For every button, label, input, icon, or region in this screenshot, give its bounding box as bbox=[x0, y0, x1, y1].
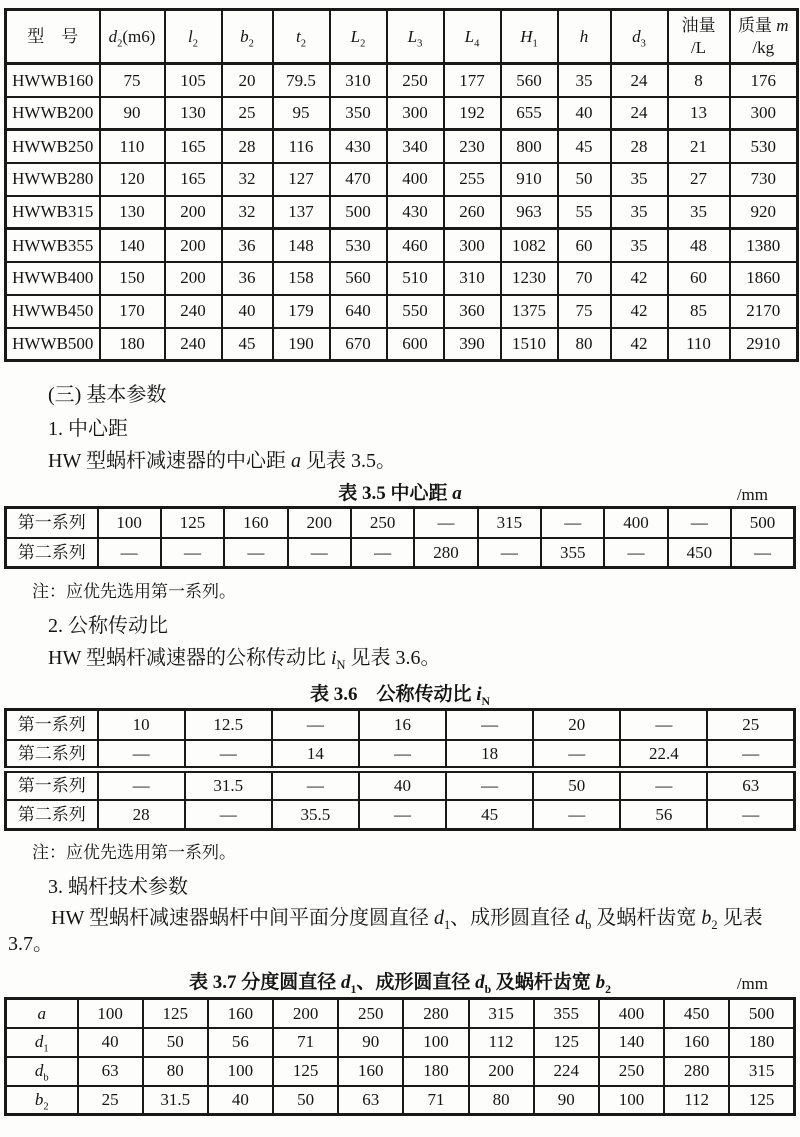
table-cell: 190 bbox=[273, 328, 330, 361]
table-cell: $d_3$ bbox=[611, 10, 668, 64]
table-cell: $L_2$ bbox=[330, 10, 387, 64]
table-cell: 530 bbox=[330, 229, 387, 262]
table-cell: 137 bbox=[273, 196, 330, 229]
table-cell: 13 bbox=[668, 97, 730, 130]
table-cell: 640 bbox=[330, 295, 387, 328]
table-cell: 第二系列 bbox=[6, 740, 98, 770]
table-cell: — bbox=[185, 740, 272, 770]
table-row bbox=[6, 508, 795, 538]
table-cell: — bbox=[446, 770, 533, 800]
table-cell: 28 bbox=[222, 130, 273, 163]
table-cell: 105 bbox=[165, 64, 222, 97]
table-cell: 1380 bbox=[730, 229, 798, 262]
table-cell: 1230 bbox=[501, 262, 558, 295]
table-cell: HWWB355 bbox=[6, 229, 100, 262]
table-cell: 80 bbox=[143, 1057, 208, 1086]
table-cell: 45 bbox=[446, 800, 533, 830]
table-cell: 160 bbox=[224, 508, 287, 538]
table-cell: $d_b$ bbox=[6, 1057, 78, 1086]
paragraph-worm-parameters: HW 型蜗杆减速器蜗杆中间平面分度圆直径 $d_1$、成形圆直径 $d_b$ 及蜗杆齿宽 $b_2$ 见表 3.7。 bbox=[8, 907, 763, 955]
table-row bbox=[6, 770, 795, 800]
table-cell: 40 bbox=[78, 1028, 143, 1057]
table-cell: — bbox=[272, 770, 359, 800]
dimension-table-header bbox=[6, 10, 798, 64]
table-cell: 20 bbox=[533, 710, 620, 740]
table-cell: 90 bbox=[338, 1028, 403, 1057]
table-3-6-note: 注：应优先选用第一系列。 bbox=[32, 843, 236, 862]
table-cell: 180 bbox=[729, 1028, 794, 1057]
table-cell: 35 bbox=[558, 64, 611, 97]
table-cell: 50 bbox=[533, 770, 620, 800]
table-3-7-caption bbox=[4, 972, 796, 996]
table-cell: 35.5 bbox=[272, 800, 359, 830]
table-cell: — bbox=[604, 538, 667, 568]
table-cell: 280 bbox=[414, 538, 477, 568]
table-cell: 第二系列 bbox=[6, 538, 98, 568]
table-cell: 165 bbox=[165, 130, 222, 163]
table-row bbox=[6, 710, 795, 740]
center-distance-table bbox=[4, 506, 796, 569]
table-cell: 42 bbox=[611, 295, 668, 328]
dimension-table-body bbox=[6, 64, 798, 361]
table-cell: 1510 bbox=[501, 328, 558, 361]
table-cell: 240 bbox=[165, 295, 222, 328]
table-cell: 25 bbox=[222, 97, 273, 130]
table-cell: 100 bbox=[78, 999, 143, 1028]
table-cell: 1860 bbox=[730, 262, 798, 295]
paragraph-center-distance: HW 型蜗杆减速器的中心距 a 见表 3.5。 bbox=[48, 450, 396, 472]
table-cell: 112 bbox=[664, 1086, 729, 1115]
table-cell: 24 bbox=[611, 64, 668, 97]
table-cell: 127 bbox=[273, 163, 330, 196]
table-cell: 100 bbox=[403, 1028, 468, 1057]
table-cell: 460 bbox=[387, 229, 444, 262]
table-cell: $l_2$ bbox=[165, 10, 222, 64]
table-cell: $d_2(m6)$ bbox=[100, 10, 165, 64]
table-cell: 125 bbox=[534, 1028, 599, 1057]
table-cell: 140 bbox=[599, 1028, 664, 1057]
table-cell: 63 bbox=[338, 1086, 403, 1115]
table-cell: — bbox=[98, 770, 185, 800]
table-cell: 60 bbox=[558, 229, 611, 262]
table-cell: 50 bbox=[558, 163, 611, 196]
table-cell: 400 bbox=[604, 508, 667, 538]
table-cell: 400 bbox=[387, 163, 444, 196]
table-cell: 560 bbox=[330, 262, 387, 295]
table-cell: 28 bbox=[611, 130, 668, 163]
table-row bbox=[6, 196, 798, 229]
subsection-heading-worm-parameters: 3. 蜗杆技术参数 bbox=[48, 876, 188, 898]
table-cell: 160 bbox=[208, 999, 273, 1028]
table-cell: — bbox=[707, 800, 794, 830]
table-cell: 90 bbox=[100, 97, 165, 130]
table-cell: 200 bbox=[469, 1057, 534, 1086]
table-cell: 600 bbox=[387, 328, 444, 361]
table-cell: 70 bbox=[558, 262, 611, 295]
table-cell: 35 bbox=[611, 196, 668, 229]
subsection-heading-center-distance: 1. 中心距 bbox=[48, 418, 128, 440]
table-cell: 63 bbox=[707, 770, 794, 800]
table-row bbox=[6, 163, 798, 196]
table-cell: 255 bbox=[444, 163, 501, 196]
table-cell: — bbox=[98, 538, 161, 568]
table-cell: 510 bbox=[387, 262, 444, 295]
table-cell: 230 bbox=[444, 130, 501, 163]
table-cell: 350 bbox=[330, 97, 387, 130]
table-cell: 56 bbox=[208, 1028, 273, 1057]
table-cell: 型 号 bbox=[6, 10, 100, 64]
table-cell: 32 bbox=[222, 196, 273, 229]
table-cell: — bbox=[98, 740, 185, 770]
table-cell: 450 bbox=[664, 999, 729, 1028]
table-cell: — bbox=[668, 508, 731, 538]
table-cell: 40 bbox=[359, 770, 446, 800]
transmission-ratio-table bbox=[4, 708, 796, 831]
table-cell: 670 bbox=[330, 328, 387, 361]
table-cell: — bbox=[414, 508, 477, 538]
table-cell: — bbox=[359, 800, 446, 830]
table-cell: h bbox=[558, 10, 611, 64]
table-cell: — bbox=[272, 710, 359, 740]
table-cell: 150 bbox=[100, 262, 165, 295]
table-row bbox=[6, 328, 798, 361]
table-row bbox=[6, 1028, 795, 1057]
table-cell: 36 bbox=[222, 262, 273, 295]
table-cell: $d_1$ bbox=[6, 1028, 78, 1057]
table-cell: 110 bbox=[668, 328, 730, 361]
table-cell: 第二系列 bbox=[6, 800, 98, 830]
table-cell: 45 bbox=[222, 328, 273, 361]
table-cell: 165 bbox=[165, 163, 222, 196]
table-cell: 2910 bbox=[730, 328, 798, 361]
table-row bbox=[6, 262, 798, 295]
table-cell: 250 bbox=[387, 64, 444, 97]
table-3-6-title: 表 3.6 公称传动比 $i_N$ bbox=[309, 684, 491, 708]
table-cell: $L_4$ bbox=[444, 10, 501, 64]
worm-diameter-table-body bbox=[6, 999, 795, 1115]
paragraph-transmission-ratio: HW 型蜗杆减速器的公称传动比 $i_N$ 见表 3.6。 bbox=[48, 647, 441, 672]
table-cell: 250 bbox=[599, 1057, 664, 1086]
table-cell: 25 bbox=[78, 1086, 143, 1115]
unit-label-mm: /mm bbox=[736, 974, 768, 993]
table-cell: 500 bbox=[729, 999, 794, 1028]
table-cell: 40 bbox=[208, 1086, 273, 1115]
table-cell: 125 bbox=[273, 1057, 338, 1086]
table-cell: 63 bbox=[78, 1057, 143, 1086]
table-cell: 60 bbox=[668, 262, 730, 295]
table-row bbox=[6, 1057, 795, 1086]
table-cell: 120 bbox=[100, 163, 165, 196]
table-cell: 550 bbox=[387, 295, 444, 328]
transmission-ratio-table-body bbox=[6, 710, 795, 830]
table-cell: 355 bbox=[541, 538, 604, 568]
table-cell: 质量 m /kg bbox=[730, 10, 798, 64]
table-3-6-caption bbox=[4, 684, 796, 708]
table-row bbox=[6, 295, 798, 328]
worm-diameter-table bbox=[4, 997, 796, 1116]
table-cell: 75 bbox=[558, 295, 611, 328]
table-cell: 35 bbox=[668, 196, 730, 229]
table-cell: 14 bbox=[272, 740, 359, 770]
table-cell: 75 bbox=[100, 64, 165, 97]
table-row bbox=[6, 64, 798, 97]
table-cell: — bbox=[620, 710, 707, 740]
table-cell: 110 bbox=[100, 130, 165, 163]
table-cell: 22.4 bbox=[620, 740, 707, 770]
table-cell: 第一系列 bbox=[6, 770, 98, 800]
table-cell: 910 bbox=[501, 163, 558, 196]
table-cell: 31.5 bbox=[185, 770, 272, 800]
table-cell: 79.5 bbox=[273, 64, 330, 97]
table-cell: 85 bbox=[668, 295, 730, 328]
table-cell: 140 bbox=[100, 229, 165, 262]
table-cell: 56 bbox=[620, 800, 707, 830]
table-cell: 95 bbox=[273, 97, 330, 130]
table-row bbox=[6, 229, 798, 262]
table-cell: 300 bbox=[387, 97, 444, 130]
table-3-5-title: 表 3.5 中心距 a bbox=[338, 483, 462, 504]
table-cell: 50 bbox=[273, 1086, 338, 1115]
table-cell: 250 bbox=[351, 508, 414, 538]
table-cell: $b_2$ bbox=[6, 1086, 78, 1115]
table-cell: 360 bbox=[444, 295, 501, 328]
table-cell: 第一系列 bbox=[6, 710, 98, 740]
table-cell: 200 bbox=[273, 999, 338, 1028]
unit-label-mm: /mm bbox=[736, 485, 768, 504]
table-cell: 2170 bbox=[730, 295, 798, 328]
table-3-7-title: 表 3.7 分度圆直径 $d_1$、成形圆直径 $d_b$ 及蜗杆齿宽 $b_2$ bbox=[188, 972, 612, 996]
table-cell: 200 bbox=[165, 229, 222, 262]
table-cell: 40 bbox=[558, 97, 611, 130]
table-cell: 90 bbox=[534, 1086, 599, 1115]
table-cell: 260 bbox=[444, 196, 501, 229]
table-cell: 170 bbox=[100, 295, 165, 328]
table-cell: — bbox=[359, 740, 446, 770]
table-cell: 250 bbox=[338, 999, 403, 1028]
table-cell: 71 bbox=[273, 1028, 338, 1057]
table-cell: 130 bbox=[165, 97, 222, 130]
table-row bbox=[6, 1086, 795, 1115]
table-cell: 80 bbox=[558, 328, 611, 361]
table-cell: HWWB160 bbox=[6, 64, 100, 97]
table-cell: — bbox=[446, 710, 533, 740]
table-cell: HWWB280 bbox=[6, 163, 100, 196]
table-cell: 100 bbox=[599, 1086, 664, 1115]
table-cell: 655 bbox=[501, 97, 558, 130]
table-cell: 730 bbox=[730, 163, 798, 196]
table-cell: 42 bbox=[611, 262, 668, 295]
table-cell: 50 bbox=[143, 1028, 208, 1057]
table-row bbox=[6, 800, 795, 830]
table-cell: 71 bbox=[403, 1086, 468, 1115]
table-cell: 48 bbox=[668, 229, 730, 262]
table-cell: 36 bbox=[222, 229, 273, 262]
table-cell: 280 bbox=[403, 999, 468, 1028]
table-cell: 200 bbox=[165, 196, 222, 229]
table-cell: 25 bbox=[707, 710, 794, 740]
table-cell: 45 bbox=[558, 130, 611, 163]
table-cell: 12.5 bbox=[185, 710, 272, 740]
table-cell: 1375 bbox=[501, 295, 558, 328]
table-cell: 315 bbox=[729, 1057, 794, 1086]
table-cell: 315 bbox=[478, 508, 541, 538]
table-cell: 180 bbox=[100, 328, 165, 361]
table-cell: 35 bbox=[611, 163, 668, 196]
table-cell: 第一系列 bbox=[6, 508, 98, 538]
table-cell: 130 bbox=[100, 196, 165, 229]
table-cell: 240 bbox=[165, 328, 222, 361]
table-cell: 35 bbox=[611, 229, 668, 262]
table-cell: 28 bbox=[98, 800, 185, 830]
table-cell: 470 bbox=[330, 163, 387, 196]
table-cell: 100 bbox=[98, 508, 161, 538]
table-cell: 920 bbox=[730, 196, 798, 229]
table-cell: HWWB250 bbox=[6, 130, 100, 163]
table-cell: — bbox=[478, 538, 541, 568]
table-cell: 160 bbox=[338, 1057, 403, 1086]
table-cell: 32 bbox=[222, 163, 273, 196]
center-distance-table-body bbox=[6, 508, 795, 568]
table-cell: — bbox=[707, 740, 794, 770]
table-cell: 560 bbox=[501, 64, 558, 97]
hwwb-dimension-table bbox=[4, 8, 799, 362]
table-cell: — bbox=[533, 800, 620, 830]
table-cell: 1082 bbox=[501, 229, 558, 262]
table-cell: 100 bbox=[208, 1057, 273, 1086]
table-row bbox=[6, 130, 798, 163]
table-cell: HWWB500 bbox=[6, 328, 100, 361]
table-cell: 55 bbox=[558, 196, 611, 229]
table-cell: 310 bbox=[330, 64, 387, 97]
table-cell: 430 bbox=[387, 196, 444, 229]
table-cell: 224 bbox=[534, 1057, 599, 1086]
section-heading-basic-params: (三) 基本参数 bbox=[48, 384, 167, 406]
table-cell: 800 bbox=[501, 130, 558, 163]
table-cell: 500 bbox=[330, 196, 387, 229]
table-row bbox=[6, 999, 795, 1028]
table-cell: 125 bbox=[143, 999, 208, 1028]
table-cell: 530 bbox=[730, 130, 798, 163]
table-row bbox=[6, 740, 795, 770]
table-cell: — bbox=[731, 538, 794, 568]
table-cell: 200 bbox=[288, 508, 351, 538]
table-cell: — bbox=[224, 538, 287, 568]
table-cell: 125 bbox=[161, 508, 224, 538]
table-cell: 450 bbox=[668, 538, 731, 568]
table-cell: HWWB200 bbox=[6, 97, 100, 130]
table-cell: 390 bbox=[444, 328, 501, 361]
table-cell: 24 bbox=[611, 97, 668, 130]
table-cell: — bbox=[161, 538, 224, 568]
table-cell: — bbox=[185, 800, 272, 830]
table-cell: 112 bbox=[469, 1028, 534, 1057]
table-cell: 430 bbox=[330, 130, 387, 163]
table-3-5-caption bbox=[4, 484, 796, 504]
table-cell: a bbox=[6, 999, 78, 1028]
table-cell: 500 bbox=[731, 508, 794, 538]
table-cell: 355 bbox=[534, 999, 599, 1028]
table-cell: HWWB450 bbox=[6, 295, 100, 328]
table-cell: 192 bbox=[444, 97, 501, 130]
table-cell: HWWB400 bbox=[6, 262, 100, 295]
table-cell: $H_1$ bbox=[501, 10, 558, 64]
table-cell: 400 bbox=[599, 999, 664, 1028]
table-cell: 148 bbox=[273, 229, 330, 262]
table-cell: 179 bbox=[273, 295, 330, 328]
table-cell: 116 bbox=[273, 130, 330, 163]
table-cell: 315 bbox=[469, 999, 534, 1028]
table-cell: 油量 /L bbox=[668, 10, 730, 64]
table-cell: — bbox=[620, 770, 707, 800]
table-cell: 300 bbox=[444, 229, 501, 262]
table-cell: — bbox=[351, 538, 414, 568]
table-cell: 27 bbox=[668, 163, 730, 196]
table-cell: $t_2$ bbox=[273, 10, 330, 64]
table-cell: HWWB315 bbox=[6, 196, 100, 229]
table-cell: 10 bbox=[98, 710, 185, 740]
table-cell: 125 bbox=[729, 1086, 794, 1115]
table-cell: 160 bbox=[664, 1028, 729, 1057]
table-cell: 300 bbox=[730, 97, 798, 130]
table-cell: 20 bbox=[222, 64, 273, 97]
table-cell: 21 bbox=[668, 130, 730, 163]
table-cell: 40 bbox=[222, 295, 273, 328]
table-cell: 280 bbox=[664, 1057, 729, 1086]
table-row bbox=[6, 538, 795, 568]
table-cell: 310 bbox=[444, 262, 501, 295]
table-cell: 200 bbox=[165, 262, 222, 295]
table-cell: 158 bbox=[273, 262, 330, 295]
subsection-heading-transmission-ratio: 2. 公称传动比 bbox=[48, 615, 168, 637]
table-cell: $L_3$ bbox=[387, 10, 444, 64]
table-row bbox=[6, 97, 798, 130]
table-cell: 8 bbox=[668, 64, 730, 97]
table-cell: — bbox=[288, 538, 351, 568]
table-cell: 80 bbox=[469, 1086, 534, 1115]
table-cell: 963 bbox=[501, 196, 558, 229]
table-cell: 18 bbox=[446, 740, 533, 770]
table-cell: — bbox=[533, 740, 620, 770]
table-row bbox=[6, 10, 798, 64]
table-cell: 16 bbox=[359, 710, 446, 740]
table-cell: $b_2$ bbox=[222, 10, 273, 64]
table-cell: 31.5 bbox=[143, 1086, 208, 1115]
table-3-5-note: 注：应优先选用第一系列。 bbox=[32, 582, 236, 601]
table-cell: 42 bbox=[611, 328, 668, 361]
table-cell: 176 bbox=[730, 64, 798, 97]
table-cell: 177 bbox=[444, 64, 501, 97]
table-cell: 180 bbox=[403, 1057, 468, 1086]
table-cell: — bbox=[541, 508, 604, 538]
table-cell: 340 bbox=[387, 130, 444, 163]
